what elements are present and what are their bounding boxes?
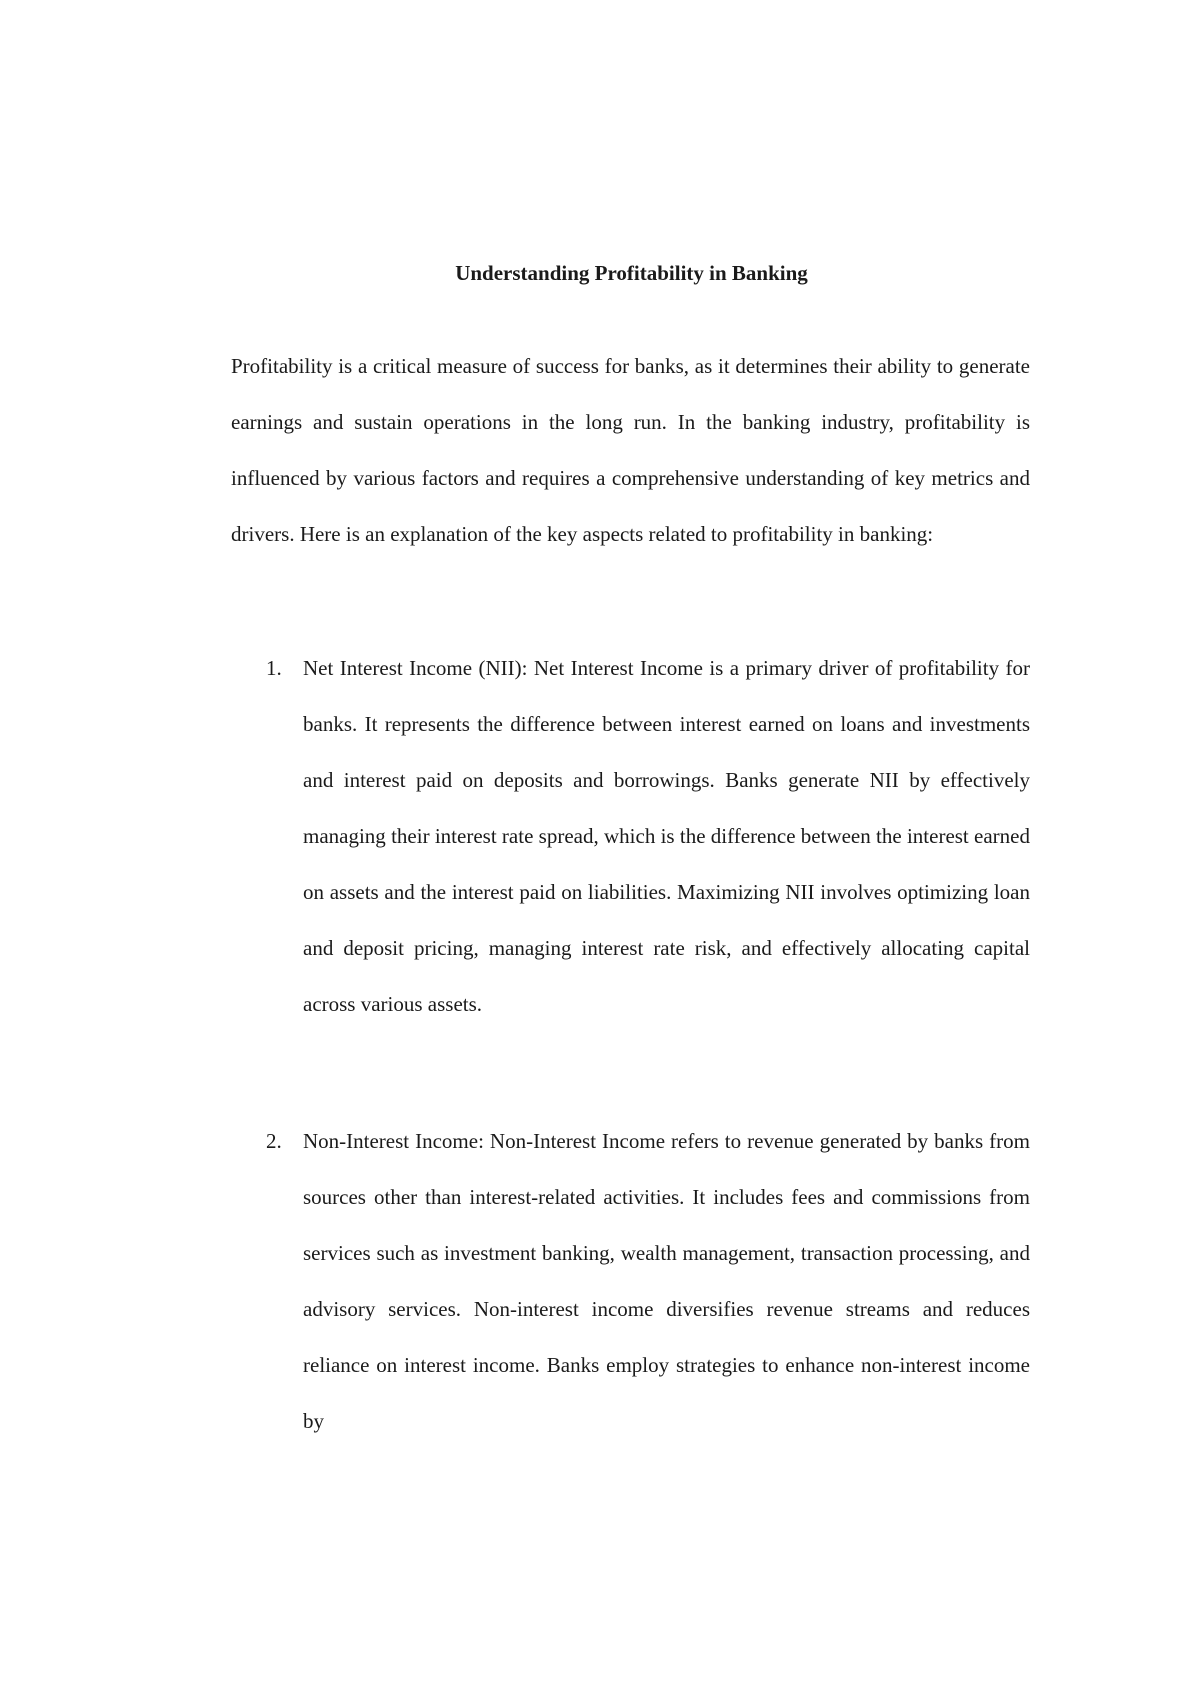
list-item-text: Non-Interest Income: Non-Interest Income refers to revenue generated by banks from sources other than interest-related activities. It includes fees and commissions from services such as investment banking, wealth management, transaction processing, and advisory services. Non-interest income diversifies revenue streams and reduces reliance on interest income. Banks employ strategies to enhance non-interest income by [303, 1129, 1030, 1433]
list-item-text: Net Interest Income (NII): Net Interest Income is a primary driver of profitability for banks. It represents the difference between interest earned on loans and investments and interest paid on deposits and borrowings. Banks generate NII by effectively managing their interest rate spread, which is the difference between the interest earned on assets and the interest paid on liabilities. Maximizing NII involves optimizing loan and deposit pricing, managing interest rate risk, and effectively allocating capital across various assets. [303, 656, 1030, 1016]
intro-paragraph: Profitability is a critical measure of success for banks, as it determines their ability to generate earnings and sustain operations in the long run. In the banking industry, profitability is influenced by various factors and requires a comprehensive understanding of key metrics and drivers. Here is an explanation of the key aspects related to profitability in banking: [231, 354, 1030, 546]
list-item [231, 640, 1030, 1032]
list-item [231, 1113, 1030, 1449]
numbered-list-1 [231, 640, 1030, 1032]
list-item-number: 1. [266, 656, 282, 680]
list-item-number: 2. [266, 1129, 282, 1153]
numbered-list-2 [231, 1113, 1030, 1449]
document-title: Understanding Profitability in Banking [455, 261, 808, 285]
